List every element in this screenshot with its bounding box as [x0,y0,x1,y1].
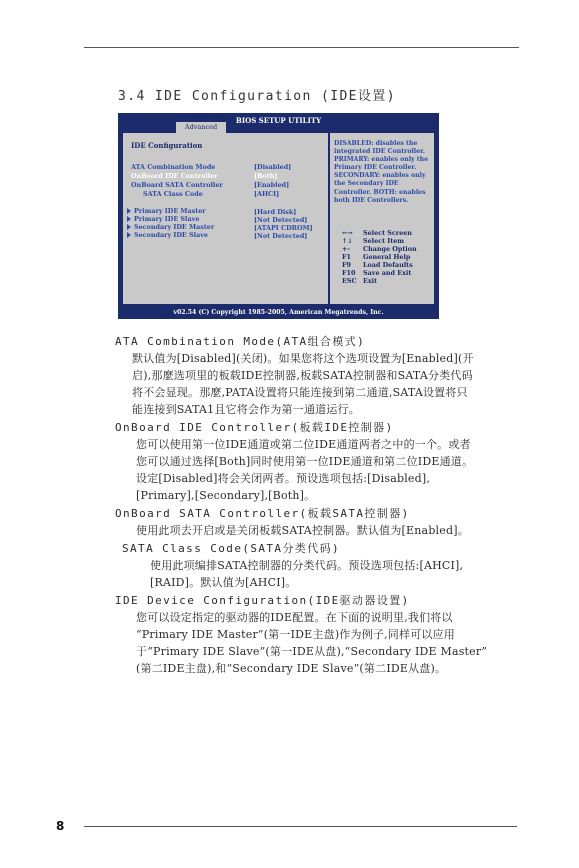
heading-onboard-ide-controller: OnBoard IDE Controller(板载IDE控制器) [115,421,394,434]
bios-value-primary-ide-master: [Hard Disk] [254,208,297,216]
bios-value-sata-class-code[interactable]: [AHCI] [254,190,280,198]
heading-onboard-sata-controller: OnBoard SATA Controller(板载SATA控制器) [115,507,410,520]
bios-item-secondary-ide-slave[interactable]: Secondary IDE Slave [127,231,208,239]
bios-item-ata-combination-mode[interactable]: ATA Combination Mode [131,163,216,171]
heading-ide-device-configuration: IDE Device Configuration(IDE驱动器设置) [115,594,410,607]
key-general-help: F1 [342,253,351,261]
bios-item-secondary-ide-master[interactable]: Secondary IDE Master [127,223,214,231]
onboard-ide-line-3: 设定[Disabled]将会关闭两者。预设选项包括:[Disabled], [136,472,431,485]
bios-value-ata-combination-mode[interactable]: [Disabled] [254,163,292,171]
key-desc-general-help: General Help [363,253,411,261]
submenu-arrow-icon [127,224,131,230]
bios-value-primary-ide-slave: [Not Detected] [254,216,308,224]
sata-class-line-2: [RAID]。默认值为[AHCI]。 [150,576,297,589]
sata-class-line-1: 使用此项编排SATA控制器的分类代码。预设选项包括:[AHCI], [150,559,464,572]
bios-title: BIOS SETUP UTILITY [235,116,322,125]
key-desc-load-defaults: Load Defaults [363,261,413,269]
submenu-arrow-icon [127,216,131,222]
ata-line-1: 默认值为[Disabled](关闭)。如果您将这个选项设置为[Enabled](开 [132,352,474,365]
ata-line-3: 将不会显现。那麼,PATA设置将只能连接到第二通道,SATA设置将只 [132,386,468,399]
key-load-defaults: F9 [342,261,351,269]
bios-item-sata-class-code[interactable]: SATA Class Code [143,190,203,198]
bios-item-onboard-sata-controller[interactable]: OnBoard SATA Controller [131,181,223,189]
page-number: 8 [56,819,65,833]
bios-item-primary-ide-slave[interactable]: Primary IDE Slave [127,215,199,223]
ata-line-4: 能连接到SATA1且它将会作为第一通道运行。 [132,403,360,416]
submenu-arrow-icon [127,208,131,214]
submenu-arrow-icon [127,232,131,238]
bios-item-primary-ide-master[interactable]: Primary IDE Master [127,207,206,215]
ide-device-line-2: “Primary IDE Master”(第一IDE主盘)作为例子,同样可以应用 [136,628,456,641]
key-save-exit: F10 [342,269,356,277]
ide-device-line-3: 于“Primary IDE Slave”(第一IDE从盘),“Secondary IDE Master” [136,645,488,658]
bios-options-panel [123,133,328,304]
key-desc-exit: Exit [363,277,378,285]
bios-copyright: v02.54 (C) Copyright 1985-2005, American Megatrends, Inc. [173,309,384,316]
key-select-item: ↑↓ [342,237,353,245]
onboard-ide-line-4: [Primary],[Secondary],[Both]。 [136,489,316,502]
key-select-screen: ←→ [342,229,353,237]
section-title: 3.4 IDE Configuration (IDE设置) [118,89,396,104]
bios-help-panel [330,133,434,304]
key-change-option: +- [342,245,351,253]
bios-value-onboard-sata-controller[interactable]: [Enabled] [254,181,290,189]
bios-value-secondary-ide-master: [ATAPI CDROM] [254,224,313,232]
bios-help-text: DISABLED: disables the integrated IDE Controller. PRIMARY: enables only the Primary IDE Controller. SECONDARY: enables only the Secondary IDE Controller. BOTH: enables both IDE Controllers. [334,140,429,204]
key-desc-select-item: Select Item [363,237,405,245]
key-desc-select-screen: Select Screen [363,229,412,237]
ata-line-2: 启),那麼选项里的板载IDE控制器,板载SATA控制器和SATA分类代码 [132,369,473,382]
heading-sata-class-code: SATA Class Code(SATA分类代码) [122,542,341,555]
key-exit: ESC [342,277,357,285]
onboard-ide-line-1: 您可以使用第一位IDE通道或第二位IDE通道两者之中的一个。或者 [136,438,471,451]
bios-heading: IDE Configuration [131,141,203,150]
bios-screenshot [118,113,439,319]
bios-value-secondary-ide-slave: [Not Detected] [254,232,308,240]
ide-device-line-4: (第二IDE主盘),和“Secondary IDE Slave”(第二IDE从盘)。 [136,662,447,675]
bios-tab-advanced[interactable]: Advanced [176,122,226,133]
onboard-ide-line-2: 您可以通过选择[Both]同时使用第一位IDE通道和第二位IDE通道。 [136,455,474,468]
key-desc-save-exit: Save and Exit [363,269,412,277]
top-rule [84,47,519,48]
heading-ata-combination-mode: ATA Combination Mode(ATA组合模式) [115,335,366,348]
ide-device-line-1: 您可以设定指定的驱动器的IDE配置。在下面的说明里,我们将以 [136,611,453,624]
key-desc-change-option: Change Option [363,245,417,253]
bottom-rule [84,826,517,827]
onboard-sata-line-1: 使用此项去开启或是关闭板载SATA控制器。默认值为[Enabled]。 [136,524,469,537]
bios-item-onboard-ide-controller[interactable]: OnBoard IDE Controller [131,172,218,180]
bios-value-onboard-ide-controller[interactable]: [Both] [254,172,278,180]
